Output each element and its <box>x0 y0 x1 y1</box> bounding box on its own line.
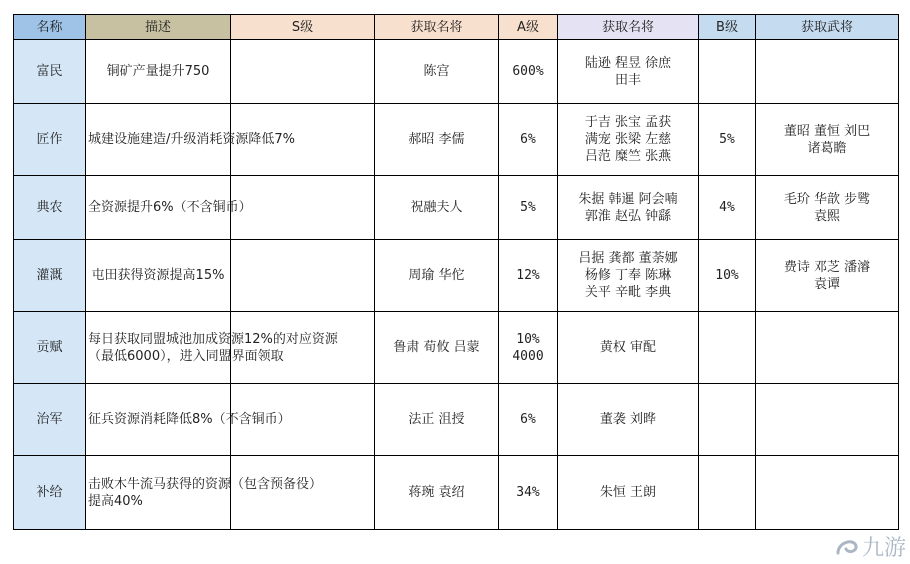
a-line: 4000 <box>512 348 544 364</box>
a-generals-cell <box>558 240 699 312</box>
a_gen-line: 朱据 韩暹 阿会喃 <box>578 191 678 207</box>
a-line: 5% <box>520 200 536 215</box>
header-a-generals: 获取名将 <box>558 15 699 40</box>
a-level-cell <box>499 240 558 312</box>
s-level-cell <box>231 312 375 384</box>
b-level-cell <box>699 312 756 384</box>
watermark-text: 九游 <box>861 536 906 561</box>
a-generals-cell <box>558 40 699 104</box>
table-row <box>14 456 899 530</box>
s-generals-cell <box>375 312 499 384</box>
desc-line: 城建设施建造/升级消耗资源降低7% <box>88 132 296 147</box>
header-b-generals: 获取武将 <box>756 15 899 40</box>
description-cell <box>86 456 323 530</box>
b_gen-line: 费诗 邓芝 潘濬 <box>783 259 871 275</box>
b_gen-line: 诸葛瞻 <box>807 140 847 156</box>
a-line: 10% <box>516 331 540 347</box>
header-desc: 描述 <box>86 15 231 40</box>
a-line: 6% <box>520 412 536 427</box>
jiuyou-logo-icon <box>834 534 860 560</box>
header-name: 名称 <box>14 15 86 40</box>
s-generals-cell <box>375 456 499 530</box>
s-level-cell <box>231 456 375 530</box>
table-row <box>14 384 899 456</box>
s-generals-cell <box>375 240 499 312</box>
a_gen-line: 满宠 张梁 左慈 <box>584 132 672 147</box>
skill-name-cell: 贡赋 <box>14 312 86 384</box>
b-generals-cell <box>756 240 899 312</box>
a-generals-cell <box>558 312 699 384</box>
s_gen-line: 周瑜 华佗 <box>408 268 465 283</box>
skill-name-cell: 典农 <box>14 176 86 240</box>
a-level-cell <box>499 456 558 530</box>
a_gen-line: 黄权 审配 <box>599 340 657 355</box>
skill-name-cell: 治军 <box>14 384 86 456</box>
desc-line: 提高40% <box>88 493 143 509</box>
a-generals-cell <box>558 104 699 176</box>
header-row <box>14 15 899 40</box>
a_gen-line: 杨修 丁奉 陈琳 <box>584 268 672 283</box>
s-generals-cell <box>375 176 499 240</box>
a_gen-line: 郭淮 赵弘 钟繇 <box>584 208 672 224</box>
desc-line: 全资源提升6%（不含铜币） <box>88 200 252 215</box>
a_gen-line: 董袭 刘晔 <box>599 412 657 427</box>
a_gen-line: 于吉 张宝 孟获 <box>584 115 672 130</box>
b-generals-cell <box>756 456 899 530</box>
header-s-generals: 获取名将 <box>375 15 499 40</box>
desc-line: （最低6000），进入同盟界面领取 <box>88 348 284 364</box>
a_gen-line: 陆逊 程昱 徐庶 <box>584 55 672 71</box>
skill-name-cell: 富民 <box>14 40 86 104</box>
a-line: 600% <box>512 64 544 79</box>
description-cell <box>86 40 231 104</box>
b_gen-line: 袁熙 <box>813 208 840 224</box>
a-generals-cell <box>558 384 699 456</box>
desc-line: 每日获取同盟城池加成资源12%的对应资源 <box>88 331 338 347</box>
a-generals-cell <box>558 456 699 530</box>
s-generals-cell <box>375 384 499 456</box>
a-line: 12% <box>516 268 540 283</box>
skill-name-cell: 灌溉 <box>14 240 86 312</box>
a-level-cell <box>499 176 558 240</box>
table-body <box>14 40 899 530</box>
b-generals-cell <box>756 312 899 384</box>
table-row <box>14 240 899 312</box>
table-row <box>14 312 899 384</box>
a_gen-line: 吕范 糜竺 张燕 <box>584 149 672 164</box>
a-generals-cell <box>558 176 699 240</box>
b_gen-line: 袁谭 <box>813 276 840 292</box>
header-b-level: B级 <box>699 15 756 40</box>
skill-name-cell: 补给 <box>14 456 86 530</box>
a-level-cell <box>499 312 558 384</box>
table-row <box>14 176 899 240</box>
b-generals-cell <box>756 40 899 104</box>
skill-name-cell: 匠作 <box>14 104 86 176</box>
s-generals-cell <box>375 40 499 104</box>
description-cell <box>86 176 252 240</box>
b-level-cell <box>699 456 756 530</box>
description-cell <box>86 384 291 456</box>
b-level-cell: 10% <box>699 240 756 312</box>
a-level-cell <box>499 384 558 456</box>
s_gen-line: 祝融夫人 <box>410 200 463 215</box>
description-cell <box>86 240 231 312</box>
desc-line: 铜矿产量提升750 <box>106 64 210 79</box>
watermark <box>834 531 906 562</box>
description-cell <box>86 104 296 176</box>
b-generals-cell <box>756 384 899 456</box>
s_gen-line: 法正 沮授 <box>408 412 465 427</box>
s-level-cell <box>231 40 375 104</box>
s_gen-line: 郝昭 李儒 <box>408 132 465 147</box>
b-level-cell <box>699 384 756 456</box>
desc-line: 击败木牛流马获得的资源（包含预备役） <box>88 476 323 492</box>
a_gen-line: 田丰 <box>614 72 641 88</box>
desc-line: 屯田获得资源提高15% <box>91 268 225 283</box>
table-row <box>14 40 899 104</box>
b_gen-line: 毛玠 华歆 步骘 <box>783 191 871 207</box>
b-level-cell: 5% <box>699 104 756 176</box>
b-level-cell <box>699 40 756 104</box>
skills-table <box>13 14 899 530</box>
desc-line: 征兵资源消耗降低8%（不含铜币） <box>88 412 291 427</box>
s-level-cell <box>231 176 375 240</box>
a-line: 34% <box>516 485 540 500</box>
a-line: 6% <box>520 132 536 147</box>
b_gen-line: 董昭 董恒 刘巴 <box>783 123 871 139</box>
b-generals-cell <box>756 176 899 240</box>
s_gen-line: 鲁肃 荀攸 吕蒙 <box>393 340 480 355</box>
a_gen-line: 关平 辛毗 李典 <box>584 285 672 300</box>
s-generals-cell <box>375 104 499 176</box>
a-level-cell <box>499 40 558 104</box>
a_gen-line: 朱恒 王朗 <box>599 485 657 500</box>
b-level-cell: 4% <box>699 176 756 240</box>
s-level-cell <box>231 240 375 312</box>
header-s-level: S级 <box>231 15 375 40</box>
table-row <box>14 104 899 176</box>
a-level-cell <box>499 104 558 176</box>
b-generals-cell <box>756 104 899 176</box>
header-a-level: A级 <box>499 15 558 40</box>
a_gen-line: 吕据 龚都 董荼娜 <box>578 251 678 266</box>
description-cell <box>86 312 338 384</box>
s_gen-line: 蒋琬 袁绍 <box>408 485 465 500</box>
s_gen-line: 陈宫 <box>423 64 450 79</box>
